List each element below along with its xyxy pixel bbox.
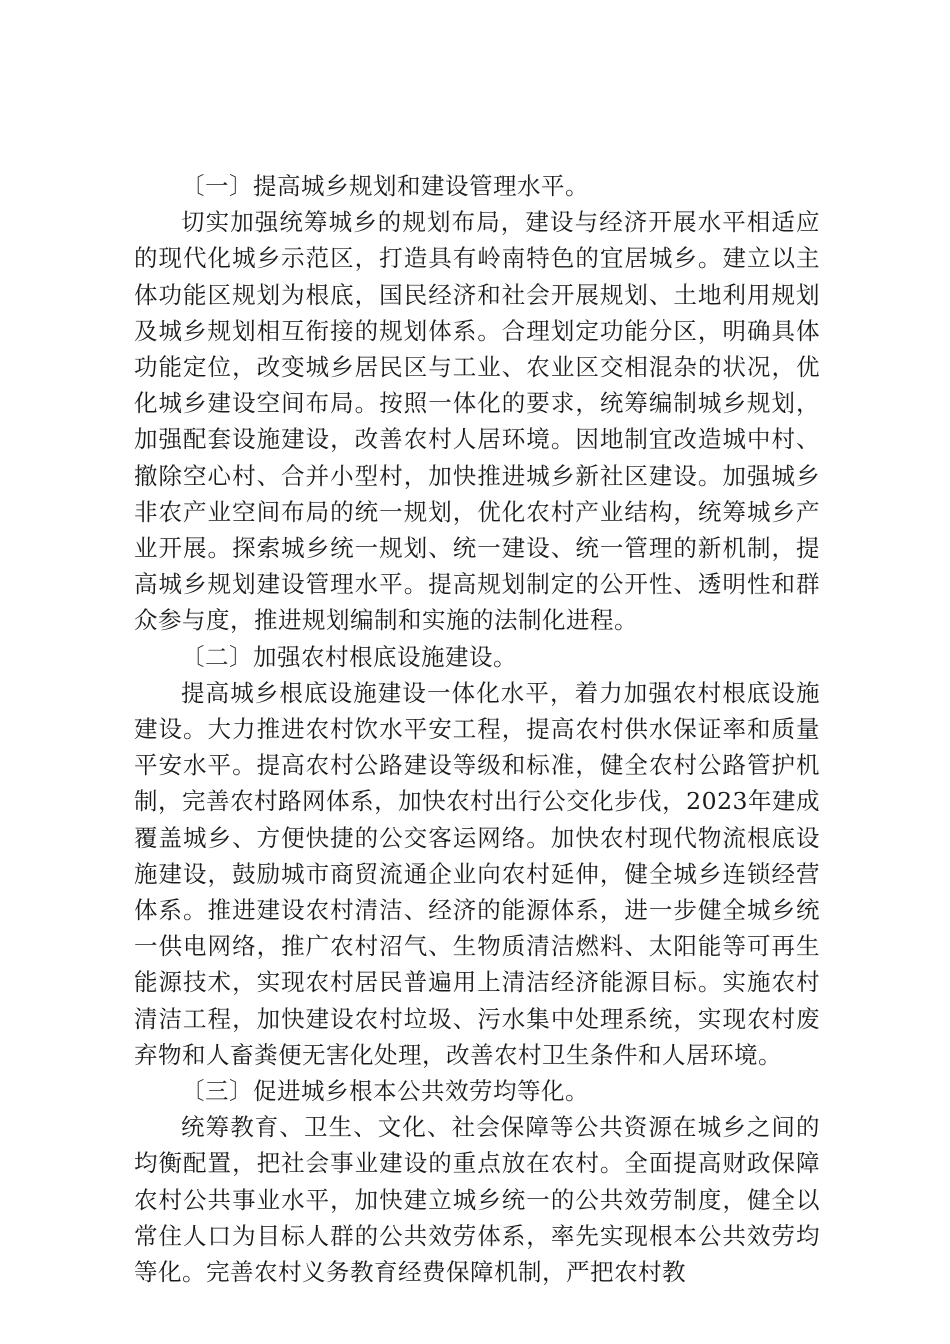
section-heading-3: 〔三〕促进城乡根本公共效劳均等化。 bbox=[181, 1077, 589, 1106]
section-paragraph-1: 切实加强统筹城乡的规划布局，建设与经济开展水平相适应的现代化城乡示范区，打造具有岭南特色的宜居城乡。建立以主体功能区规划为根底，国民经济和社会开展规划、土地利用规划及城乡规划相互衔接的规划体系。合理划定功能分区，明确具体功能定位，改变城乡居民区与工业、农业区交相混杂的状况，优化城乡建设空间布局。按照一体化的要求，统筹编制城乡规划，加强配套设施建设，改善农村人居环境。因地制宜改造城中村、撤除空心村、合并小型村，加快推进城乡新社区建设。加强城乡非农产业空间布局的统一规划，优化农村产业结构，统筹城乡产业开展。探索城乡统一规划、统一建设、统一管理的新机制，提高城乡规划建设管理水平。提高规划制定的公开性、透明性和群众参与度，推进规划编制和实施的法制化进程。 bbox=[134, 208, 820, 635]
section-paragraph-2: 提高城乡根底设施建设一体化水平，着力加强农村根底设施建设。大力推进农村饮水平安工程，提高农村供水保证率和质量平安水平。提高农村公路建设等级和标准，健全农村公路管护机制，完善农村路网体系，加快农村出行公交化步伐，2023年建成覆盖城乡、方便快捷的公交客运网络。加快农村现代物流根底设施建设，鼓励城市商贸流通企业向农村延伸，健全城乡连锁经营体系。推进建设农村清洁、经济的能源体系，进一步健全城乡统一供电网络，推广农村沼气、生物质清洁燃料、太阳能等可再生能源技术，实现农村居民普遍用上清洁经济能源目标。实施农村清洁工程，加快建设农村垃圾、污水集中处理系统，实现农村废弃物和人畜粪便无害化处理，改善农村卫生条件和人居环境。 bbox=[134, 678, 820, 1069]
document-body bbox=[134, 168, 820, 1290]
section-heading-2: 〔二〕加强农村根底设施建设。 bbox=[181, 642, 517, 671]
section-heading-1: 〔一〕提高城乡规划和建设管理水平。 bbox=[181, 172, 589, 200]
section-paragraph-3: 统筹教育、卫生、文化、社会保障等公共资源在城乡之间的均衡配置，把社会事业建设的重点放在农村。全面提高财政保障农村公共事业水平，加快建立城乡统一的公共效劳制度，健全以常住人口为目标人群的公共效劳体系，率先实现根本公共效劳均等化。完善农村义务教育经费保障机制，严把农村教 bbox=[134, 1113, 820, 1287]
